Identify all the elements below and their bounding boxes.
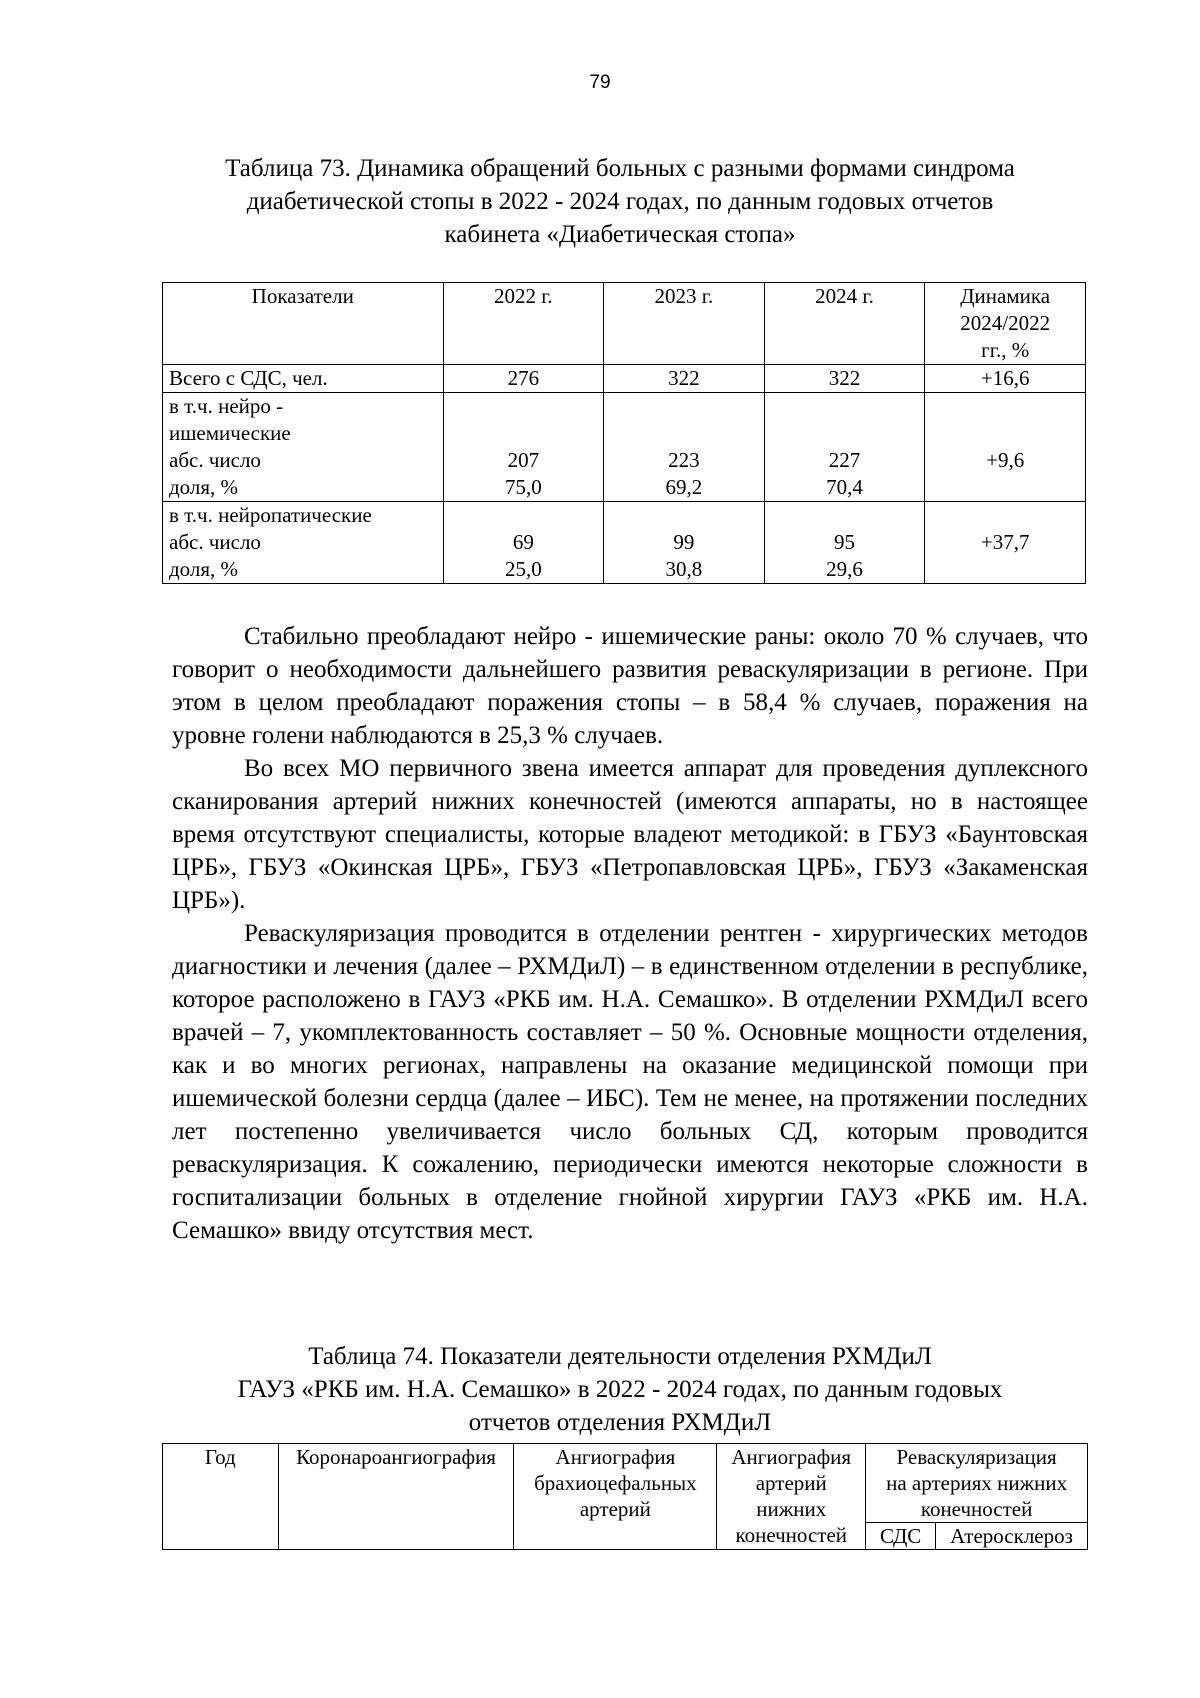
table-header-row: [163, 283, 1086, 365]
row-label: в т.ч. нейропатические абс. число доля, %: [163, 502, 444, 584]
row-label: в т.ч. нейро - ишемические абс. число доля, %: [163, 393, 444, 502]
paragraph: Во всех МО первичного звена имеется аппарат для проведения дуплексного сканирования артерий нижних конечностей (имеются аппараты, но в настоящее время отсутствуют специалисты, которые владеют методикой: в ГБУЗ «Баунтовская ЦРБ», ГБУЗ «Окинская ЦРБ», ГБУЗ «Петропавловская ЦРБ», ГБУЗ «Закаменская ЦРБ»).: [172, 755, 1088, 914]
paragraph: Реваскуляризация проводится в отделении рентген - хирургических методов диагностики и лечения (далее – РХМДиЛ) – в единственном отделении в республике, которое расположено в ГАУЗ «РКБ им. Н.А. Семашко». В отделении РХМДиЛ всего врачей – 7, укомплектованность составляет – 50 %. Основные мощности отделения, как и во многих регионах, направлены на оказание медицинской помощи при ишемической болезни сердца (далее – ИБС). Тем не менее, на протяжении последних лет постепенно увеличивается число больных СД, которым проводится реваскуляризация. К сожалению, периодически имеются некоторые сложности в госпитализации больных в отделение гнойной хирургии ГАУЗ «РКБ им. Н.А. Семашко» ввиду отсутствия мест.: [172, 920, 1088, 1244]
table-74-caption: Таблица 74. Показатели деятельности отделения РХМДиЛ ГАУЗ «РКБ им. Н.А. Семашко» в 2022 - 2024 годах, по данным годовых отчетов отделения РХМДиЛ: [237, 1343, 1003, 1436]
table-row: [163, 393, 1086, 502]
paragraph: Стабильно преобладают нейро - ишемические раны: около 70 % случаев, что говорит о необходимости дальнейшего развития реваскуляризации в регионе. При этом в целом преобладают поражения стопы – в 58,4 % случаев, поражения на уровне голени наблюдаются в 25,3 % случаев.: [172, 623, 1088, 749]
header-lower-limb-angiography: Ангиография артерий нижних конечностей: [717, 1444, 866, 1550]
row-label: Всего с СДС, чел.: [163, 365, 444, 393]
table-73-caption: Таблица 73. Динамика обращений больных с разными формами синдрома диабетической стопы в 2022 - 2024 годах, по данным годовых отчетов кабинета «Диабетическая стопа»: [225, 155, 1015, 248]
header-indicators: Показатели: [163, 283, 444, 365]
header-dynamics: Динамика 2024/2022 гг., %: [925, 283, 1086, 365]
cell-dynamics: +37,7: [925, 502, 1086, 584]
cell-2023: 99 30,8: [604, 502, 765, 584]
header-sds: СДС: [866, 1523, 936, 1550]
table-74: [162, 1443, 1088, 1550]
cell-2022: 276: [443, 365, 604, 393]
table-header-row: [163, 1444, 1088, 1523]
cell-2022: 69 25,0: [443, 502, 604, 584]
table-row: [163, 502, 1086, 584]
cell-2023: 322: [604, 365, 765, 393]
body-text: [172, 620, 1088, 1247]
header-2023: 2023 г.: [604, 283, 765, 365]
header-coronary-angiography: Коронароангиография: [278, 1444, 514, 1550]
cell-2024: 95 29,6: [764, 502, 925, 584]
header-brachiocephalic-angiography: Ангиография брахиоцефальных артерий: [514, 1444, 717, 1550]
cell-dynamics: +16,6: [925, 365, 1086, 393]
header-atherosclerosis: Атеросклероз: [936, 1523, 1088, 1550]
page-number: 79: [589, 72, 611, 93]
header-year: Год: [163, 1444, 279, 1550]
table-73: [162, 282, 1086, 584]
header-2024: 2024 г.: [764, 283, 925, 365]
table-row: [163, 365, 1086, 393]
cell-2022: 207 75,0: [443, 393, 604, 502]
header-revascularization: Реваскуляризация на артериях нижних конечностей: [866, 1444, 1088, 1523]
cell-dynamics: +9,6: [925, 393, 1086, 502]
cell-2024: 322: [764, 365, 925, 393]
header-2022: 2022 г.: [443, 283, 604, 365]
cell-2024: 227 70,4: [764, 393, 925, 502]
cell-2023: 223 69,2: [604, 393, 765, 502]
